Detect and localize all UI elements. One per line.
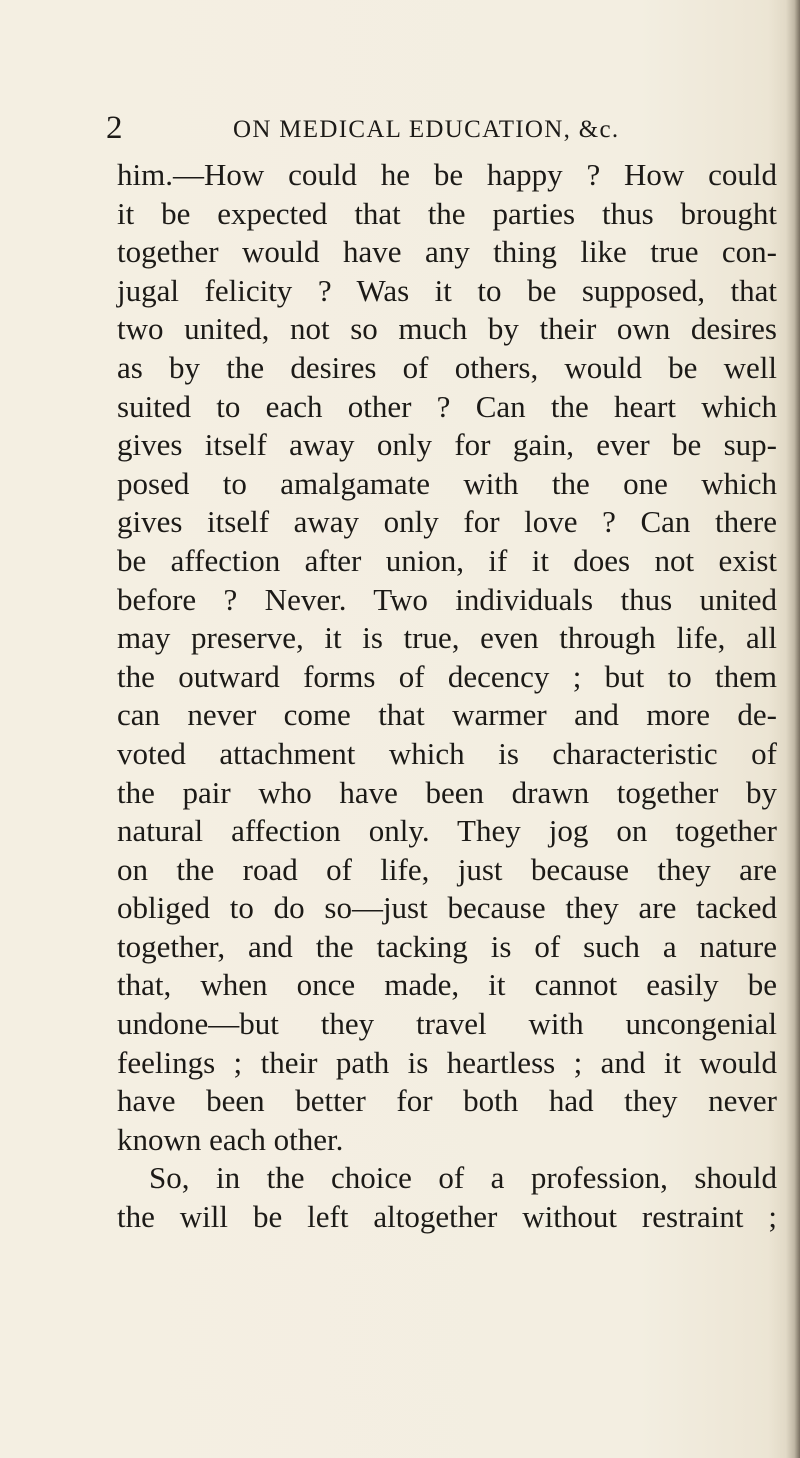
text-line: the outward forms of decency ; but to them [117,658,777,694]
text-line: voted attachment which is characteristic of [117,735,777,771]
text-line: undone—but they travel with uncongenial [117,1006,777,1042]
text-line: be affection after union, if it does not exist [117,542,777,578]
text-line: the will be left altogether without restraint ; [117,1199,777,1235]
text-line: as by the desires of others, would be well [117,349,777,385]
paragraph-start-line: So, in the choice of a profession, should [149,1160,777,1196]
text-line: jugal felicity ? Was it to be supposed, that [117,272,777,308]
text-line: together, and the tacking is of such a nature [117,928,777,964]
text-line: gives itself away only for gain, ever be sup- [117,427,777,463]
text-line: have been better for both had they never [117,1083,777,1119]
text-line: may preserve, it is true, even through life, all [117,620,777,656]
text-line: can never come that warmer and more de- [117,697,777,733]
text-line: posed to amalgamate with the one which [117,465,777,501]
text-line: the pair who have been drawn together by [117,774,777,810]
text-line: suited to each other ? Can the heart which [117,388,777,424]
text-line: two united, not so much by their own desires [117,311,777,347]
page-header [106,108,766,148]
text-line: gives itself away only for love ? Can there [117,504,777,540]
text-line: it be expected that the parties thus brought [117,195,777,231]
text-line: him.—How could he be happy ? How could [117,157,777,192]
text-line: obliged to do so—just because they are tacked [117,890,777,926]
page-number: 2 [106,110,123,146]
page-edge-shadow [786,0,800,1458]
text-line: natural affection only. They jog on together [117,813,777,849]
text-line: before ? Never. Two individuals thus united [117,581,777,617]
running-head: ON MEDICAL EDUCATION, &c. [233,116,620,143]
body-text [117,156,777,1237]
text-line: together would have any thing like true con- [117,234,777,270]
text-line: that, when once made, it cannot easily be [117,967,777,1003]
text-line: feelings ; their path is heartless ; and it would [117,1044,777,1080]
text-line: on the road of life, just because they are [117,851,777,887]
paragraph-end-line: known each other. [117,1121,344,1157]
